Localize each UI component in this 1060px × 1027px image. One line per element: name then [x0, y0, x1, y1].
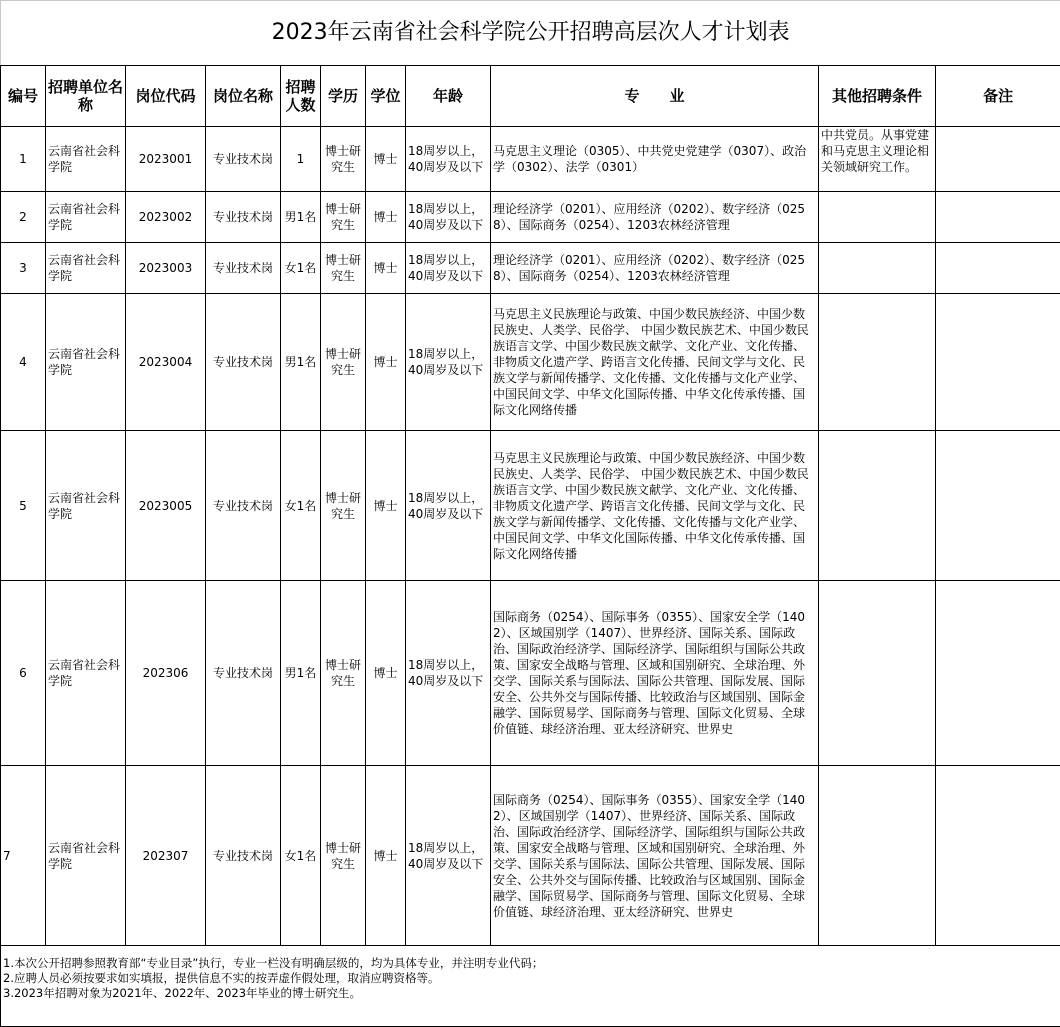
cell-age: 18周岁以上，40周岁及以下 [406, 581, 491, 766]
cell-age: 18周岁以上，40周岁及以下 [406, 294, 491, 431]
cell-code: 2023001 [126, 127, 206, 192]
cell-note [936, 127, 1060, 192]
table-row [1, 581, 1060, 766]
table-row [1, 431, 1060, 581]
cell-degree: 博士 [366, 581, 406, 766]
header-other: 其他招聘条件 [819, 66, 936, 127]
cell-degree: 博士 [366, 431, 406, 581]
header-row [1, 66, 1060, 127]
cell-edu: 博士研究生 [321, 192, 366, 243]
cell-no: 6 [1, 581, 46, 766]
cell-major: 国际商务（0254）、国际事务（0355）、国家安全学（1402）、区域国别学（1407）、世界经济、国际关系、国际政治、国际政治经济学、国际经济学、国际组织与国际公共政策、国家安全战略与管理、区域和国别研究、全球治理、外交学、国际关系与国际法、国际公共管理、国际发展、国际安全、公共外交与国际传播、比较政治与区域国别、国际金融学、国际贸易学、国际商务与管理、国际文化贸易、全球价值链、球经济治理、亚太经济研究、世界史 [491, 766, 819, 946]
cell-no: 4 [1, 294, 46, 431]
header-edu: 学历 [321, 66, 366, 127]
cell-note [936, 766, 1060, 946]
header-age: 年龄 [406, 66, 491, 127]
cell-degree: 博士 [366, 294, 406, 431]
footnote: 1.本次公开招聘参照教育部“专业目录”执行，专业一栏没有明确层级的，均为具体专业，并注明专业代码； [3, 956, 1058, 971]
cell-edu: 博士研究生 [321, 581, 366, 766]
cell-code: 2023004 [126, 294, 206, 431]
cell-unit: 云南省社会科学院 [46, 431, 126, 581]
cell-post: 专业技术岗 [206, 431, 281, 581]
cell-post: 专业技术岗 [206, 294, 281, 431]
cell-no: 5 [1, 431, 46, 581]
cell-note [936, 243, 1060, 294]
cell-code: 202307 [126, 766, 206, 946]
cell-age: 18周岁以上，40周岁及以下 [406, 243, 491, 294]
cell-age: 18周岁以上，40周岁及以下 [406, 431, 491, 581]
cell-other: 中共党员。从事党建和马克思主义理论相关领域研究工作。 [819, 127, 936, 192]
cell-count: 男1名 [281, 192, 321, 243]
cell-no: 1 [1, 127, 46, 192]
cell-post: 专业技术岗 [206, 243, 281, 294]
cell-other [819, 766, 936, 946]
table-row [1, 294, 1060, 431]
cell-degree: 博士 [366, 243, 406, 294]
cell-other [819, 431, 936, 581]
cell-note [936, 581, 1060, 766]
cell-note [936, 431, 1060, 581]
cell-note [936, 192, 1060, 243]
cell-no: 7 [1, 766, 46, 946]
header-code: 岗位代码 [126, 66, 206, 127]
footnote: 2.应聘人员必须按要求如实填报，提供信息不实的按弄虚作假处理，取消应聘资格等。 [3, 971, 1058, 986]
cell-count: 女1名 [281, 431, 321, 581]
header-note: 备注 [936, 66, 1060, 127]
cell-age: 18周岁以上，40周岁及以下 [406, 192, 491, 243]
cell-degree: 博士 [366, 192, 406, 243]
header-major: 专 业 [491, 66, 819, 127]
table-row [1, 766, 1060, 946]
cell-unit: 云南省社会科学院 [46, 192, 126, 243]
cell-major: 马克思主义理论（0305）、中共党史党建学（0307）、政治学（0302）、法学（0301） [491, 127, 819, 192]
cell-edu: 博士研究生 [321, 294, 366, 431]
header-post: 岗位名称 [206, 66, 281, 127]
cell-post: 专业技术岗 [206, 766, 281, 946]
header-degree: 学位 [366, 66, 406, 127]
cell-edu: 博士研究生 [321, 766, 366, 946]
cell-code: 202306 [126, 581, 206, 766]
cell-major: 马克思主义民族理论与政策、中国少数民族经济、中国少数民族史、人类学、民俗学、 中国少数民族艺术、中国少数民族语言文学、中国少数民族文献学、文化产业、文化传播、非物质文化遗产学、跨语言文化传播、民间文学与文化、民族文学与新闻传播学、文化传播、文化传播与文化产业学、中国民间文学、中华文化国际传播、中华文化传承传播、国际文化网络传播 [491, 431, 819, 581]
cell-post: 专业技术岗 [206, 581, 281, 766]
cell-unit: 云南省社会科学院 [46, 766, 126, 946]
cell-count: 1 [281, 127, 321, 192]
cell-code: 2023005 [126, 431, 206, 581]
cell-unit: 云南省社会科学院 [46, 243, 126, 294]
cell-edu: 博士研究生 [321, 431, 366, 581]
cell-major: 理论经济学（0201）、应用经济（0202）、数字经济（0258）、国际商务（0254）、1203农林经济管理 [491, 243, 819, 294]
header-unit: 招聘单位名称 [46, 66, 126, 127]
table-row [1, 243, 1060, 294]
cell-count: 男1名 [281, 581, 321, 766]
cell-unit: 云南省社会科学院 [46, 581, 126, 766]
cell-edu: 博士研究生 [321, 243, 366, 294]
page-title: 2023年云南省社会科学院公开招聘高层次人才计划表 [1, 1, 1060, 66]
cell-age: 18周岁以上，40周岁及以下 [406, 127, 491, 192]
table-row [1, 127, 1060, 192]
cell-count: 女1名 [281, 766, 321, 946]
cell-major: 理论经济学（0201）、应用经济（0202）、数字经济（0258）、国际商务（0254）、1203农林经济管理 [491, 192, 819, 243]
cell-degree: 博士 [366, 127, 406, 192]
cell-unit: 云南省社会科学院 [46, 127, 126, 192]
header-count: 招聘人数 [281, 66, 321, 127]
cell-code: 2023002 [126, 192, 206, 243]
cell-other [819, 581, 936, 766]
footnote: 3.2023年招聘对象为2021年、2022年、2023年毕业的博士研究生。 [3, 986, 1058, 1001]
cell-post: 专业技术岗 [206, 127, 281, 192]
cell-edu: 博士研究生 [321, 127, 366, 192]
cell-major: 马克思主义民族理论与政策、中国少数民族经济、中国少数民族史、人类学、民俗学、 中国少数民族艺术、中国少数民族语言文学、中国少数民族文献学、文化产业、文化传播、非物质文化遗产学、跨语言文化传播、民间文学与文化、民族文学与新闻传播学、文化传播、文化传播与文化产业学、中国民间文学、中华文化国际传播、中华文化传承传播、国际文化网络传播 [491, 294, 819, 431]
cell-age: 18周岁以上，40周岁及以下 [406, 766, 491, 946]
cell-major: 国际商务（0254）、国际事务（0355）、国家安全学（1402）、区域国别学（1407）、世界经济、国际关系、国际政治、国际政治经济学、国际经济学、国际组织与国际公共政策、国家安全战略与管理、区域和国别研究、全球治理、外交学、国际关系与国际法、国际公共管理、国际发展、国际安全、公共外交与国际传播、比较政治与区域国别、国际金融学、国际贸易学、国际商务与管理、国际文化贸易、全球价值链、球经济治理、亚太经济研究、世界史 [491, 581, 819, 766]
cell-post: 专业技术岗 [206, 192, 281, 243]
cell-other [819, 243, 936, 294]
cell-count: 男1名 [281, 294, 321, 431]
cell-unit: 云南省社会科学院 [46, 294, 126, 431]
header-no: 编号 [1, 66, 46, 127]
cell-other [819, 294, 936, 431]
cell-degree: 博士 [366, 766, 406, 946]
cell-other [819, 192, 936, 243]
cell-count: 女1名 [281, 243, 321, 294]
cell-note [936, 294, 1060, 431]
table-row [1, 192, 1060, 243]
cell-code: 2023003 [126, 243, 206, 294]
cell-no: 3 [1, 243, 46, 294]
footnotes [1, 946, 1060, 1027]
cell-no: 2 [1, 192, 46, 243]
